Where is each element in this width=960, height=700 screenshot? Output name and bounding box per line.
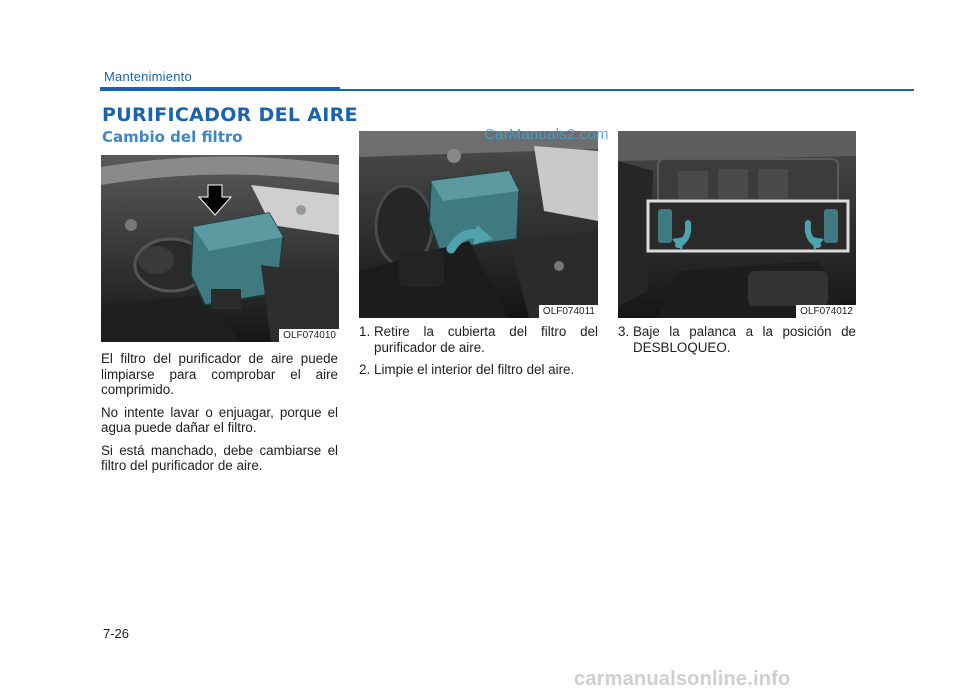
header-rule-thick — [100, 87, 340, 91]
step-number: 2. — [359, 362, 371, 377]
paragraph: No intente lavar o enjuagar, porque el agua puede dañar el filtro. — [101, 404, 338, 435]
right-column-steps — [618, 324, 856, 362]
step-number: 3. — [618, 324, 630, 339]
header-rule-thin — [340, 89, 914, 91]
section-label: Mantenimiento — [104, 69, 192, 84]
page-number: 7-26 — [103, 626, 130, 641]
photo-remove-cover — [359, 131, 598, 318]
step-item — [618, 324, 856, 355]
photo-code: OLF074010 — [279, 329, 339, 342]
step-text: Limpie el interior del filtro del aire. — [374, 362, 575, 377]
step-number: 1. — [359, 324, 371, 339]
watermark-top: CarManuals2.com — [484, 126, 609, 143]
step-text: Baje la palanca a la posición de DESBLOQUEO. — [633, 324, 856, 355]
photo-code: OLF074011 — [539, 305, 598, 318]
page-title: PURIFICADOR DEL AIRE — [102, 104, 358, 126]
paragraph: El filtro del purificador de aire puede limpiarse para comprobar el aire comprimido. — [101, 351, 338, 397]
step-text: Retire la cubierta del filtro del purificador de aire. — [374, 324, 598, 355]
section-subtitle: Cambio del filtro — [102, 128, 243, 146]
photo-code: OLF074012 — [796, 305, 856, 318]
paragraph: Si está manchado, debe cambiarse el filtro del purificador de aire. — [101, 442, 338, 473]
photo-filter-location — [101, 155, 339, 342]
step-item — [359, 362, 598, 378]
watermark-bottom: carmanualsonline.info — [574, 668, 791, 690]
step-item — [359, 324, 598, 355]
left-column-text — [101, 351, 338, 481]
photo-lower-lever — [618, 131, 856, 318]
middle-column-steps — [359, 324, 598, 385]
